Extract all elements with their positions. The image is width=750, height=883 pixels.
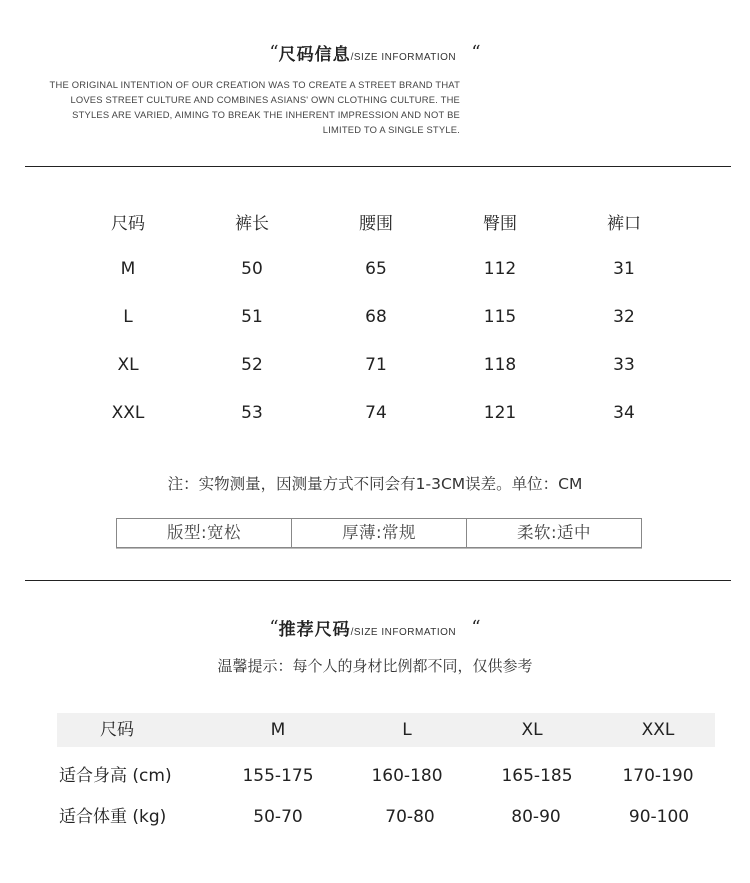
header-cell: 尺码 [111,213,145,234]
table-cell: 165-185 [501,766,573,786]
property-thickness: 厚薄:常规 [292,519,467,547]
quote-close-mark: “ [471,617,481,638]
table-row [57,759,715,793]
fabric-properties [116,518,642,548]
table-cell: 70-80 [385,807,435,827]
header-cell: L [402,720,412,740]
table-cell: 115 [483,307,517,327]
intro-line: STYLES ARE VARIED, AIMING TO BREAK THE INHERENT IMPRESSION AND NOT BE [72,109,460,120]
recommend-table-header [57,713,715,747]
header-cell: 臀围 [483,213,517,234]
row-label: 适合体重 (kg) [59,807,167,827]
divider-top [25,166,731,167]
table-cell: 68 [365,307,387,327]
table-cell: 121 [483,403,517,423]
property-fit: 版型:宽松 [117,519,292,547]
table-cell: 155-175 [242,766,314,786]
table-cell: 65 [365,259,387,279]
table-row [66,245,686,293]
table-cell: 71 [365,355,387,375]
size-table-header [66,197,686,245]
table-row [66,341,686,389]
recommend-title [0,615,750,640]
quote-open-mark: “ [269,42,279,63]
table-row [66,389,686,437]
table-cell: 112 [483,259,517,279]
row-label: 适合身高 (cm) [59,766,172,786]
quote-open-mark: “ [269,617,279,638]
table-cell: 50 [241,259,263,279]
size-table [66,197,686,437]
table-cell: 170-190 [622,766,694,786]
table-cell: 74 [365,403,387,423]
header-cell: M [270,720,286,740]
table-cell: XL [117,355,139,375]
table-cell: 51 [241,307,263,327]
table-row [57,800,715,834]
size-info-title [0,40,750,65]
brand-intro [28,77,460,137]
size-info-title-zh: 尺码信息 [278,45,351,65]
header-cell: XL [521,720,543,740]
intro-line: THE ORIGINAL INTENTION OF OUR CREATION WAS TO CREATE A STREET BRAND THAT [49,79,460,90]
table-cell: L [123,307,133,327]
recommend-title-zh: 推荐尺码 [278,620,351,640]
table-row [66,293,686,341]
property-softness: 柔软:适中 [516,523,592,542]
recommend-title-en: /SIZE INFORMATION [350,627,457,638]
header-cell: 腰围 [359,213,393,234]
table-cell: 34 [613,403,635,423]
header-cell: 尺码 [100,720,134,740]
table-cell: 32 [613,307,635,327]
table-cell: 52 [241,355,263,375]
table-cell: 53 [241,403,263,423]
divider-middle [25,580,731,581]
header-cell: XXL [641,720,675,740]
table-cell: 33 [613,355,635,375]
table-cell: 50-70 [253,807,303,827]
quote-close-mark: “ [471,42,481,63]
table-cell: XXL [111,403,145,423]
header-cell: 裤长 [235,213,269,234]
intro-line: LIMITED TO A SINGLE STYLE. [322,124,460,135]
measurement-note: 注：实物测量，因测量方式不同会有1-3CM误差。单位：CM [167,475,583,493]
recommend-tip: 温馨提示：每个人的身材比例都不同，仅供参考 [217,657,533,675]
table-cell: 90-100 [628,807,690,827]
table-cell: 31 [613,259,635,279]
table-cell: 118 [483,355,517,375]
table-cell: 80-90 [511,807,561,827]
table-cell: M [120,259,136,279]
header-cell: 裤口 [607,213,641,234]
intro-line: LOVES STREET CULTURE AND COMBINES ASIANS' OWN CLOTHING CULTURE. THE [70,94,460,105]
table-cell: 160-180 [371,766,443,786]
size-info-title-en: /SIZE INFORMATION [350,52,457,63]
